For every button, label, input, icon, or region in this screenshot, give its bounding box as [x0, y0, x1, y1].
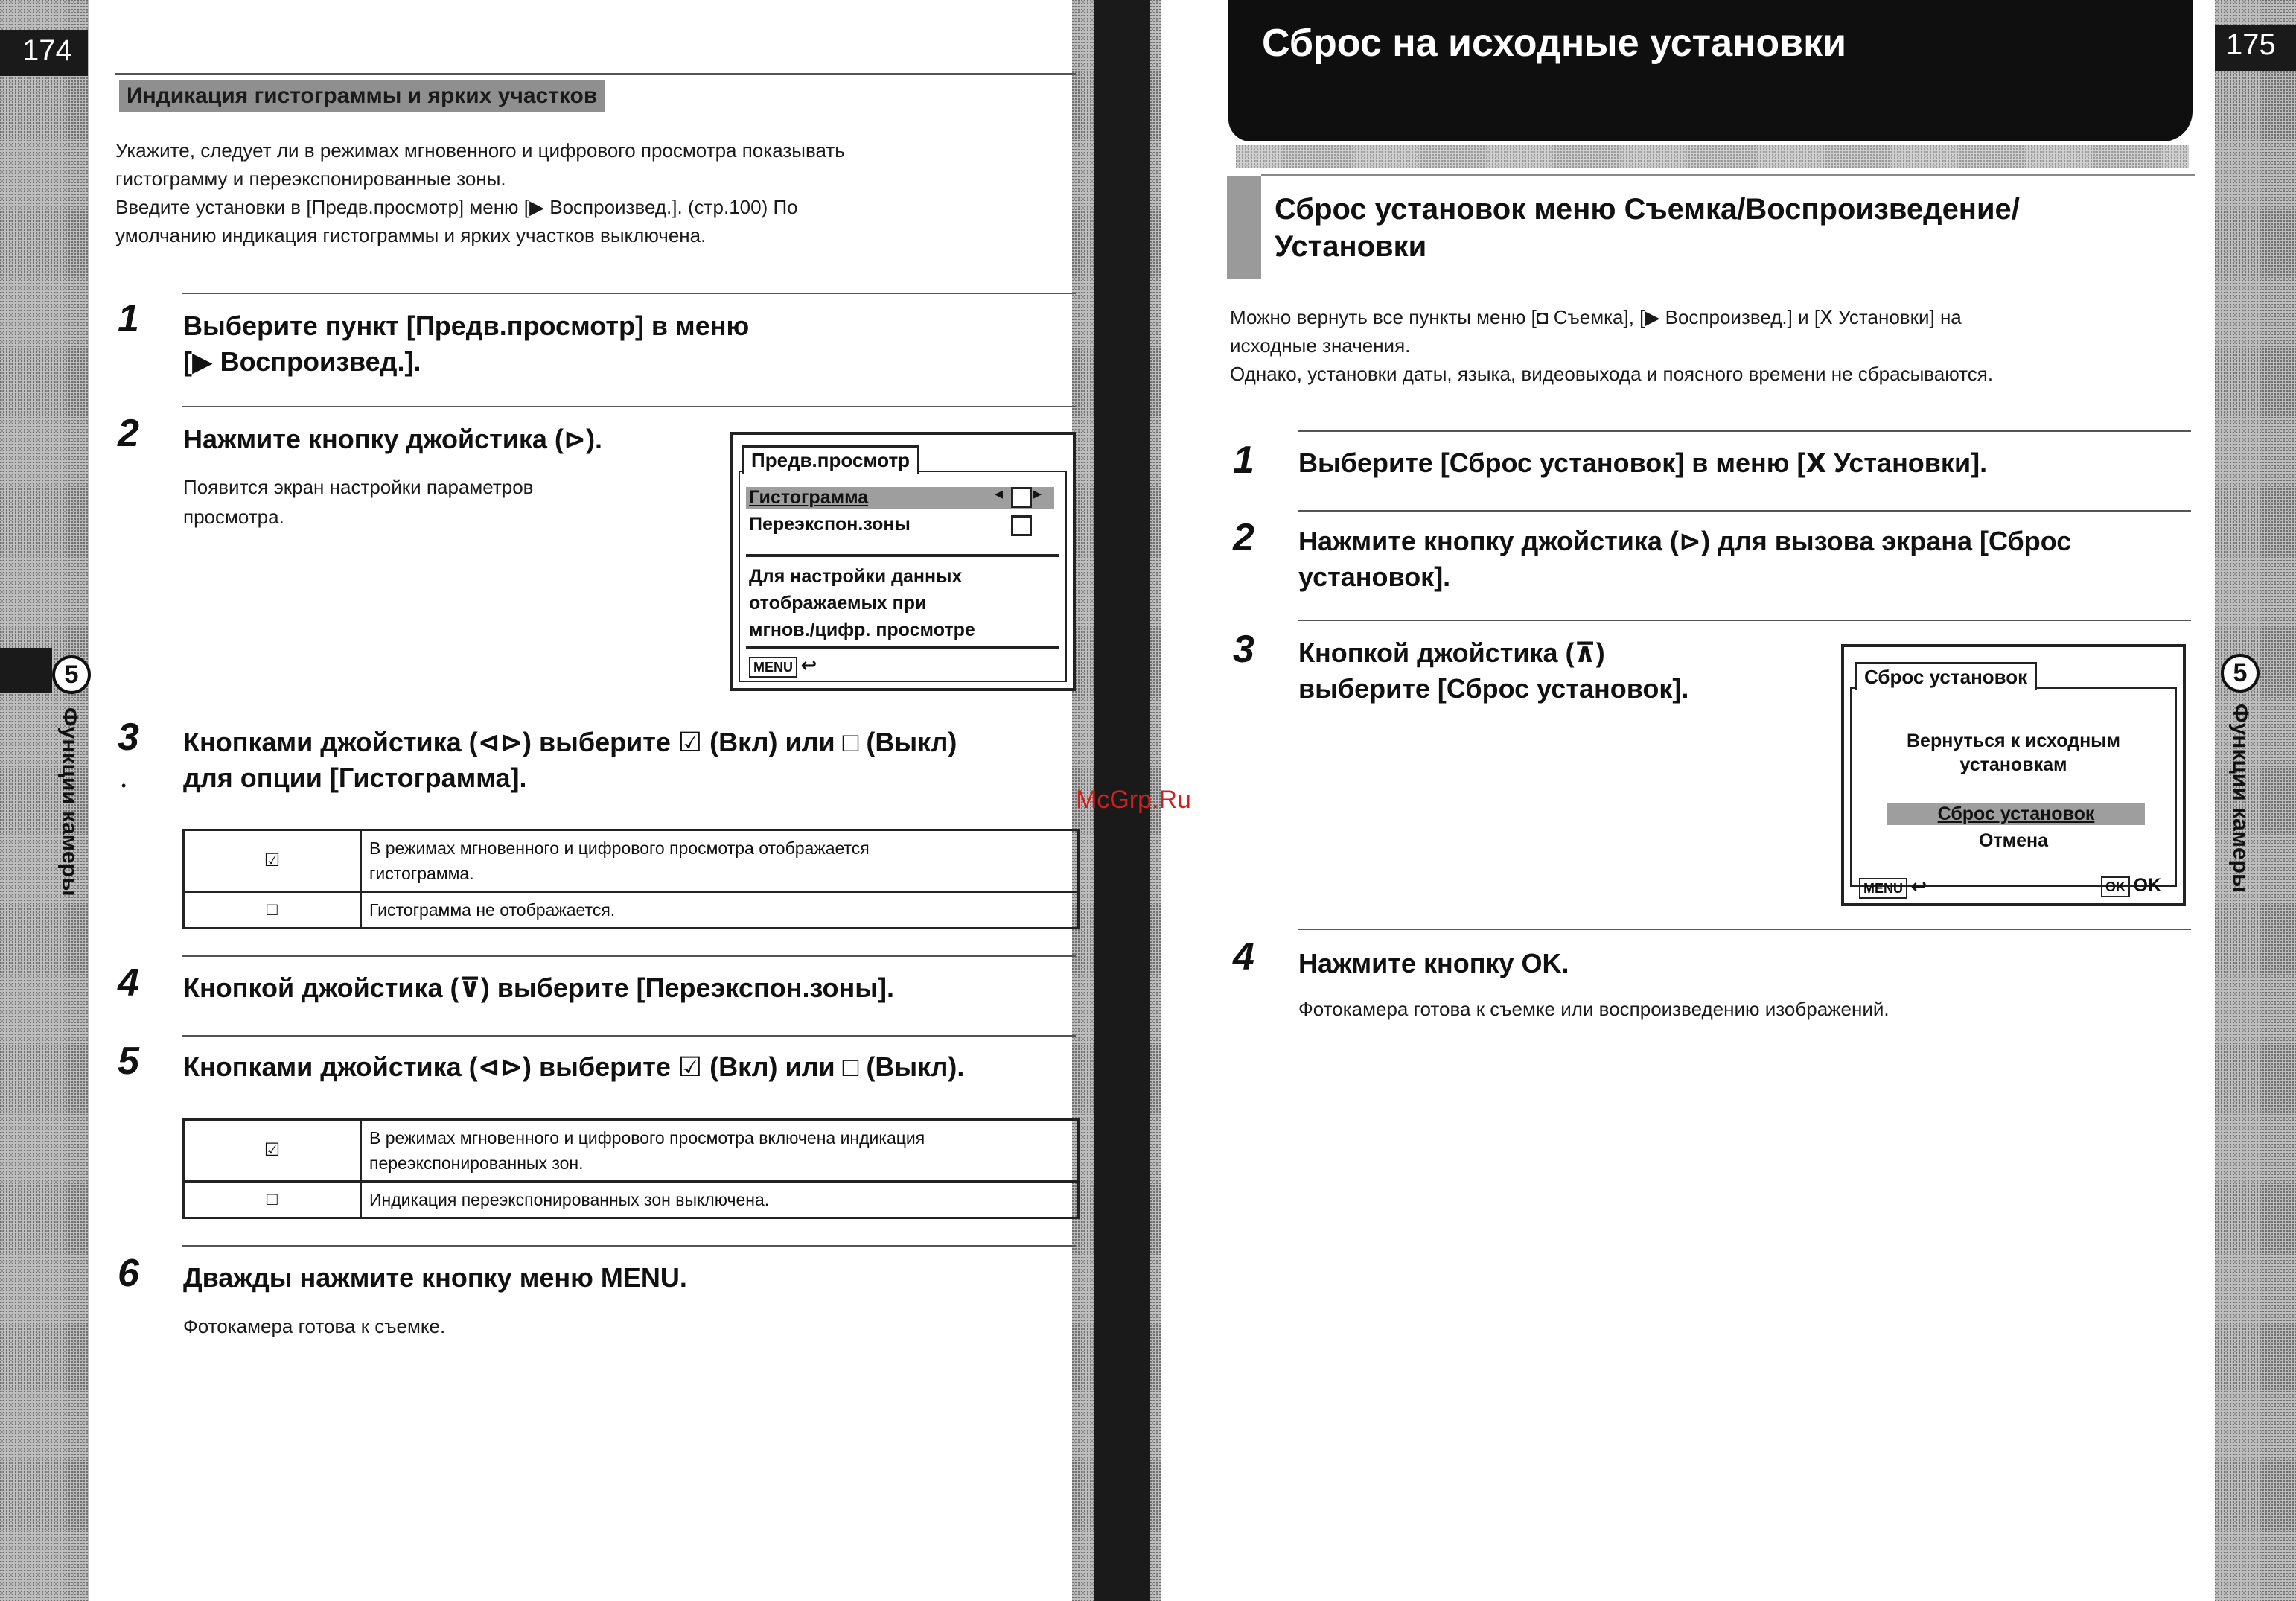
- section-title: Индикация гистограммы и ярких участков: [119, 80, 605, 112]
- subheader-rule: [1261, 174, 2195, 176]
- step-title-line: для опции [Гистограмма].: [183, 763, 527, 793]
- step-number: 2: [1233, 516, 1254, 559]
- step-number: 4: [1233, 935, 1254, 978]
- table-row: [184, 1120, 1079, 1182]
- step-number: 3: [1233, 628, 1254, 671]
- overexposure-options-table: [182, 1118, 1080, 1219]
- step-description: [183, 1311, 445, 1341]
- table-row: [184, 892, 1079, 929]
- option-line: переэкспонированных зон.: [369, 1153, 584, 1173]
- step-title: [1298, 946, 1569, 981]
- step-title: [183, 725, 957, 796]
- step-title-line: Выберите [Сброс установок] в меню [Ⅹ Установки].: [1298, 448, 1988, 478]
- step-title: [183, 1049, 964, 1085]
- step-divider: [1298, 929, 2191, 930]
- step-title: [1298, 445, 1987, 481]
- table-row: [184, 1182, 1079, 1218]
- watermark: McGrp.Ru: [1076, 786, 1191, 814]
- intro-text: [115, 136, 1083, 249]
- chapter-label-left: Функции камеры: [57, 707, 82, 897]
- screen-help-text: [749, 563, 975, 643]
- step-desc-line: Появится экран настройки параметров: [183, 476, 534, 498]
- intro-text: [1230, 303, 2213, 388]
- section-top-rule: [115, 73, 1076, 75]
- step-desc-line: просмотра.: [183, 506, 284, 528]
- step-divider: [182, 293, 1076, 294]
- camera-screen-preview: [730, 432, 1076, 691]
- step-title-line: Нажмите кнопку джойстика (⊳) для вызова экрана [Сброс: [1298, 526, 2072, 556]
- intro-line: Можно вернуть все пункты меню [◘ Съемка], [▶ Воспроизвед.] и [Ⅹ Установки] на: [1230, 306, 1962, 328]
- subtitle-line: Сброс установок меню Съемка/Воспроизведение/: [1275, 193, 2020, 226]
- option-line: В режимах мгновенного и цифрового просмотра включена индикация: [369, 1128, 925, 1148]
- option-line: Индикация переэкспонированных зон выключена.: [369, 1190, 770, 1209]
- menu-item-overexposure[interactable]: Переэкспон.зоны: [749, 514, 911, 535]
- subheader-marker: [1227, 176, 1261, 279]
- option-symbol-off: □: [184, 892, 361, 929]
- option-line: Гистограмма не отображается.: [369, 900, 616, 920]
- step-title-line: [▶ Воспроизвед.].: [183, 346, 421, 377]
- option-description: [361, 1120, 1079, 1182]
- ok-button-tag: OK: [2101, 876, 2130, 897]
- screen-tab: Предв.просмотр: [742, 445, 919, 474]
- page-number-right: 175: [2226, 28, 2276, 61]
- step-desc-line: Фотокамера готова к съемке.: [183, 1315, 446, 1337]
- step-title-line: Выберите пункт [Предв.просмотр] в меню: [183, 311, 750, 341]
- back-arrow-icon: ↩: [800, 654, 817, 676]
- step-title-line: Дважды нажмите кнопку меню MENU.: [183, 1262, 687, 1293]
- step-divider: [182, 1035, 1076, 1037]
- step-title-line: выберите [Сброс установок].: [1298, 673, 1689, 704]
- message-line: Вернуться к исходным: [1906, 731, 2121, 751]
- step-desc-line: Фотокамера готова к съемке или воспроизведению изображений.: [1298, 998, 1890, 1020]
- step-number: 6: [118, 1252, 139, 1295]
- step-title-line: Кнопками джойстика (⊲⊳) выберите ☑ (Вкл) или □ (Выкл): [183, 727, 957, 757]
- page-title: Сброс на исходные установки: [1262, 22, 1847, 65]
- subtitle-line: Установки: [1275, 230, 1427, 263]
- screen-footer-left: [1859, 875, 1927, 899]
- back-arrow-icon: ↩: [1910, 875, 1927, 897]
- page-number-left: 174: [22, 34, 72, 67]
- screen-footer: [749, 654, 817, 678]
- option-line: гистограмма.: [369, 864, 474, 883]
- left-page: [0, 0, 1102, 1601]
- section-subtitle: [1275, 191, 2020, 265]
- step-divider: [182, 406, 1076, 407]
- bullet-dot: •: [121, 778, 127, 793]
- step-title-line: Кнопками джойстика (⊲⊳) выберите ☑ (Вкл) или □ (Выкл).: [183, 1051, 965, 1082]
- camera-screen-reset: [1841, 644, 2186, 906]
- option-symbol-off: □: [184, 1182, 361, 1218]
- step-description: [183, 472, 534, 532]
- right-page: [1161, 0, 2215, 1601]
- screen-separator: [746, 646, 1059, 649]
- screen-frame: [1850, 687, 2177, 887]
- screen-footer-right: [2101, 875, 2161, 897]
- step-number: 1: [1233, 439, 1254, 482]
- menu-item-histogram[interactable]: Гистограмма: [746, 487, 1054, 509]
- intro-line: умолчанию индикация гистограммы и ярких участков выключена.: [115, 224, 707, 246]
- title-shadow: [1236, 145, 2189, 168]
- step-title-line: Кнопкой джойстика (⊽) выберите [Переэкспон.зоны].: [183, 973, 894, 1003]
- step-number: 3: [118, 716, 139, 759]
- step-title: [183, 1260, 687, 1296]
- chapter-number-left: 5: [52, 655, 91, 694]
- step-divider: [1298, 430, 2191, 432]
- option-symbol-on: ☑: [184, 1120, 361, 1182]
- option-reset[interactable]: Сброс установок: [1887, 803, 2145, 825]
- step-number: 1: [118, 297, 139, 340]
- step-title: [183, 308, 749, 380]
- step-title-line: Нажмите кнопку OK.: [1298, 948, 1569, 978]
- option-line: В режимах мгновенного и цифрового просмотра отображается: [369, 838, 870, 858]
- step-title-line: Нажмите кнопку джойстика (⊳).: [183, 424, 603, 454]
- step-title: [183, 421, 602, 457]
- intro-line: гистограмму и переэкспонированные зоны.: [115, 168, 506, 190]
- option-cancel[interactable]: Отмена: [1978, 830, 2049, 851]
- menu-button-tag: MENU: [749, 657, 797, 678]
- checkbox-overexposure[interactable]: [1011, 515, 1032, 536]
- step-title: [183, 970, 894, 1006]
- step-divider: [182, 1245, 1076, 1247]
- step-description: [1298, 994, 1890, 1024]
- message-line: установкам: [1959, 754, 2067, 775]
- intro-line: Укажите, следует ли в режимах мгновенного и цифрового просмотра показывать: [115, 139, 845, 162]
- arrow-right-icon: ▸: [1033, 484, 1042, 503]
- ok-label: OK: [2133, 875, 2161, 896]
- arrow-left-icon: ◂: [995, 484, 1004, 503]
- help-line: Для настройки данных: [749, 566, 963, 587]
- step-title-line: установок].: [1298, 561, 1451, 592]
- option-description: [361, 1182, 1079, 1218]
- option-description: [361, 892, 1079, 929]
- step-number: 2: [118, 412, 139, 455]
- help-line: отображаемых при: [749, 593, 927, 614]
- chapter-label-right: Функции камеры: [2228, 704, 2253, 893]
- option-description: [361, 830, 1079, 892]
- intro-line: исходные значения.: [1230, 334, 1411, 357]
- step-divider: [1298, 620, 2191, 621]
- menu-button-tag: MENU: [1859, 878, 1907, 899]
- histogram-options-table: [182, 829, 1080, 929]
- step-title: [1298, 635, 1688, 707]
- reset-message: [1844, 729, 2183, 777]
- step-title-line: Кнопкой джойстика (⊼): [1298, 637, 1605, 668]
- intro-line: Однако, установки даты, языка, видеовыхода и поясного времени не сбрасываются.: [1230, 363, 1994, 385]
- step-number: 4: [118, 961, 139, 1005]
- page-title-band: [1228, 0, 2193, 141]
- step-divider: [1298, 510, 2191, 512]
- option-symbol-on: ☑: [184, 830, 361, 892]
- step-number: 5: [118, 1040, 139, 1083]
- help-line: мгнов./цифр. просмотре: [749, 620, 975, 640]
- screen-tab: Сброс установок: [1855, 662, 2037, 690]
- intro-line: Введите установки в [Предв.просмотр] меню [▶ Воспроизвед.]. (стр.100) По: [115, 196, 798, 218]
- step-title: [1298, 523, 2071, 595]
- chapter-number-right: 5: [2221, 654, 2260, 693]
- table-row: [184, 830, 1079, 892]
- screen-separator: [746, 554, 1059, 557]
- checkbox-histogram[interactable]: [1011, 487, 1032, 508]
- step-divider: [182, 955, 1076, 957]
